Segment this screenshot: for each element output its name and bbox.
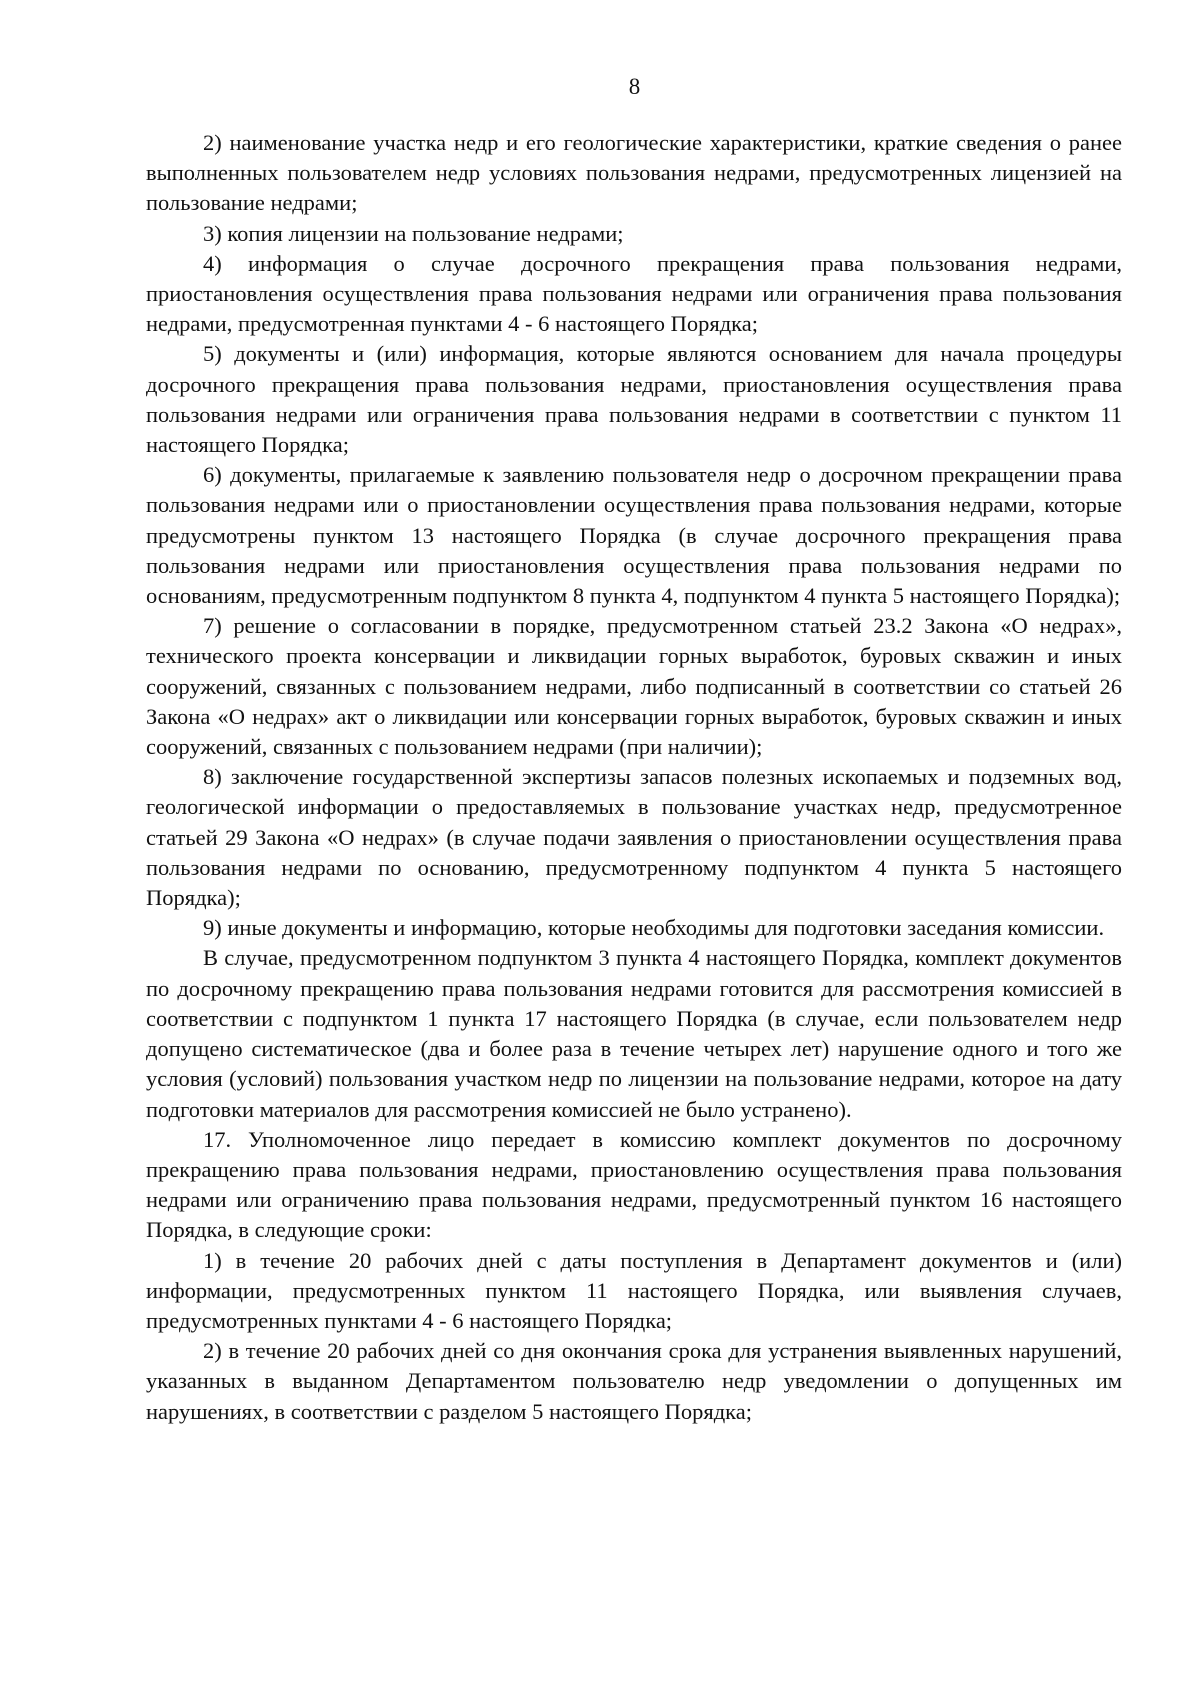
document-body	[146, 128, 1122, 1427]
paragraph-item-7: 7) решение о согласовании в порядке, предусмотренном статьей 23.2 Закона «О недрах», технического проекта консервации и ликвидации горных выработок, буровых скважин и иных сооружений, связанных с пользованием недрами, либо подписанный в соответствии со статьей 26 Закона «О недрах» акт о ликвидации или консервации горных выработок, буровых скважин и иных сооружений, связанных с пользованием недрами (при наличии);	[146, 613, 1122, 760]
paragraph-item-4: 4) информация о случае досрочного прекращения права пользования недрами, приостановления осуществления права пользования недрами или ограничения права пользования недрами, предусмотренная пунктами 4 - 6 настоящего Порядка;	[146, 250, 1122, 337]
paragraph-item-8: 8) заключение государственной экспертизы запасов полезных ископаемых и подземных вод, геологической информации о предоставляемых в пользование участках недр, предусмотренное статьей 29 Закона «О недрах» (в случае подачи заявления о приостановлении осуществления права пользования недрами по основанию, предусмотренному подпунктом 4 пункта 5 настоящего Порядка);	[146, 764, 1122, 911]
page-number: 8	[628, 74, 641, 99]
paragraph-item-3: 3) копия лицензии на пользование недрами;	[203, 220, 624, 246]
paragraph-clause-17: 17. Уполномоченное лицо передает в комиссию комплект документов по досрочному прекращению права пользования недрами, приостановлению осуществления права пользования недрами или ограничению права пользования недрами, предусмотренный пунктом 16 настоящего Порядка, в следующие сроки:	[146, 1126, 1122, 1243]
paragraph-item-6: 6) документы, прилагаемые к заявлению пользователя недр о досрочном прекращении права пользования недрами или о приостановлении осуществления права пользования недрами, которые предусмотрены пунктом 13 настоящего Порядка (в случае досрочного прекращения права пользования недрами или приостановления осуществления права пользования недрами по основаниям, предусмотренным подпунктом 8 пункта 4, подпунктом 4 пункта 5 настоящего Порядка);	[146, 462, 1122, 609]
paragraph-item-5: 5) документы и (или) информация, которые являются основанием для начала процедуры досрочного прекращения права пользования недрами, приостановления осуществления права пользования недрами или ограничения права пользования недрами в соответствии с пунктом 11 настоящего Порядка;	[146, 341, 1122, 458]
paragraph-item-2: 2) наименование участка недр и его геологические характеристики, краткие сведения о ранее выполненных пользователем недр условиях пользования недрами, предусмотренных лицензией на пользование недрами;	[146, 130, 1122, 216]
paragraph-clause-17-item-2: 2) в течение 20 рабочих дней со дня окончания срока для устранения выявленных нарушений, указанных в выданном Департаментом пользователю недр уведомлении о допущенных им нарушениях, в соответствии с разделом 5 настоящего Порядка;	[146, 1338, 1122, 1424]
paragraph-special-case: В случае, предусмотренном подпунктом 3 пункта 4 настоящего Порядка, комплект документов по досрочному прекращению права пользования недрами готовится для рассмотрения комиссией в соответствии с подпунктом 1 пункта 17 настоящего Порядка (в случае, если пользователем недр допущено систематическое (два и более раза в течение четырех лет) нарушение одного и того же условия (условий) пользования участком недр по лицензии на пользование недрами, которое на дату подготовки материалов для рассмотрения комиссией не было устранено).	[146, 945, 1122, 1122]
paragraph-item-9: 9) иные документы и информацию, которые необходимы для подготовки заседания комиссии.	[203, 915, 1105, 941]
paragraph-clause-17-item-1: 1) в течение 20 рабочих дней с даты поступления в Департамент документов и (или) информации, предусмотренных пунктом 11 настоящего Порядка, или выявления случаев, предусмотренных пунктами 4 - 6 настоящего Порядка;	[146, 1247, 1122, 1333]
